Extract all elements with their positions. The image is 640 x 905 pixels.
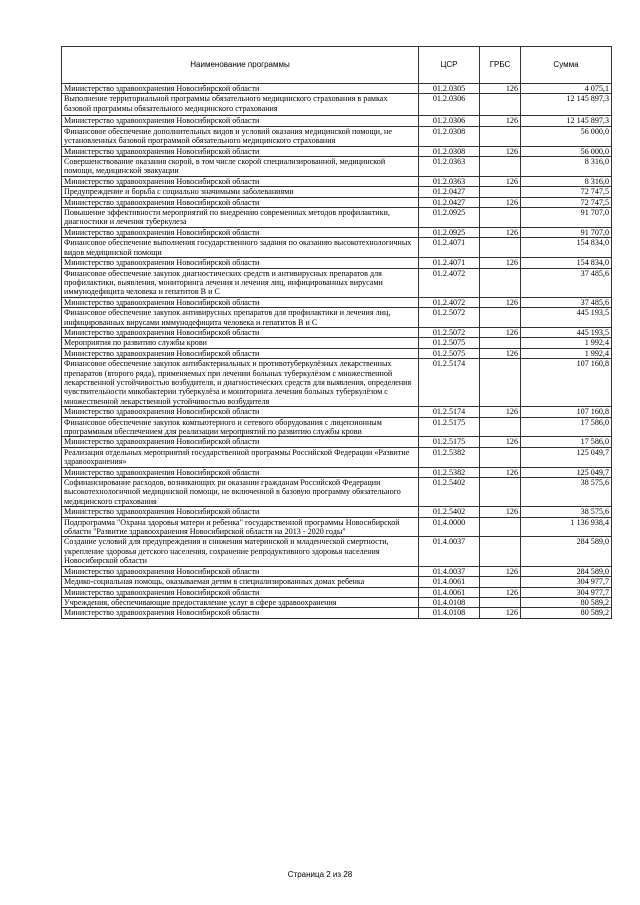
cell-program-name: Министерство здравоохранения Новосибирской области (62, 467, 419, 477)
table-row (62, 238, 612, 258)
cell-csr: 01.2.5382 (419, 447, 480, 467)
table-row (62, 437, 612, 447)
cell-program-name: Министерство здравоохранения Новосибирской области (62, 407, 419, 417)
cell-grbs: 126 (480, 116, 521, 126)
cell-program-name: Министерство здравоохранения Новосибирской области (62, 146, 419, 156)
table-row (62, 587, 612, 597)
cell-csr: 01.2.0363 (419, 157, 480, 177)
cell-program-name: Финансовое обеспечение закупок антивирусных препаратов для профилактики и лечения лиц, инфицированных вирусами иммунодефицита человека и гепатитов В и С (62, 308, 419, 328)
cell-sum: 1 992,4 (521, 348, 612, 358)
cell-program-name: Министерство здравоохранения Новосибирской области (62, 258, 419, 268)
table-row (62, 187, 612, 197)
cell-grbs: 126 (480, 608, 521, 618)
table-row (62, 338, 612, 348)
cell-csr: 01.2.4071 (419, 238, 480, 258)
cell-program-name: Реализация отдельных мероприятий государственной программы Российской Федерации «Развитие здравоохранения» (62, 447, 419, 467)
table-row (62, 227, 612, 237)
cell-program-name: Финансовое обеспечение выполнения государственного задания по оказанию высокотехнологичных видов медицинской помощи (62, 238, 419, 258)
cell-grbs: 126 (480, 437, 521, 447)
cell-grbs (480, 308, 521, 328)
budget-table (61, 46, 612, 619)
cell-sum: 284 589,0 (521, 566, 612, 576)
table-row (62, 84, 612, 94)
cell-grbs: 126 (480, 507, 521, 517)
cell-sum: 8 316,0 (521, 157, 612, 177)
table-row (62, 327, 612, 337)
table-row (62, 507, 612, 517)
cell-sum: 107 160,8 (521, 407, 612, 417)
table-row (62, 258, 612, 268)
cell-grbs (480, 537, 521, 566)
page-number: Страница 2 из 28 (287, 870, 353, 879)
cell-csr: 01.2.4072 (419, 297, 480, 307)
cell-sum: 56 000,0 (521, 126, 612, 146)
cell-grbs: 126 (480, 467, 521, 477)
table-row (62, 308, 612, 328)
cell-grbs (480, 157, 521, 177)
cell-sum: 37 485,6 (521, 268, 612, 297)
cell-grbs (480, 447, 521, 467)
cell-sum: 304 977,7 (521, 577, 612, 587)
cell-csr: 01.2.0427 (419, 187, 480, 197)
cell-grbs (480, 238, 521, 258)
cell-sum: 125 049,7 (521, 467, 612, 477)
table-row (62, 297, 612, 307)
table-row (62, 577, 612, 587)
cell-sum: 56 000,0 (521, 146, 612, 156)
cell-sum: 154 834,0 (521, 238, 612, 258)
table-row (62, 126, 612, 146)
cell-sum: 80 589,2 (521, 608, 612, 618)
cell-grbs: 126 (480, 227, 521, 237)
cell-grbs: 126 (480, 176, 521, 186)
cell-csr: 01.4.0037 (419, 566, 480, 576)
cell-csr: 01.2.5382 (419, 467, 480, 477)
cell-program-name: Выполнение территориальной программы обязательного медицинского страхования в рамках базовой программы обязательного медицинского страхования (62, 94, 419, 116)
cell-program-name: Министерство здравоохранения Новосибирской области (62, 297, 419, 307)
cell-sum: 284 589,0 (521, 537, 612, 566)
cell-grbs: 126 (480, 197, 521, 207)
table-row (62, 94, 612, 116)
cell-csr: 01.2.0427 (419, 197, 480, 207)
cell-grbs: 126 (480, 348, 521, 358)
cell-grbs: 126 (480, 146, 521, 156)
cell-sum: 125 049,7 (521, 447, 612, 467)
cell-grbs (480, 208, 521, 228)
cell-sum: 445 193,5 (521, 327, 612, 337)
cell-sum: 91 707,0 (521, 227, 612, 237)
table-row (62, 597, 612, 607)
table-row (62, 197, 612, 207)
cell-program-name: Повышение эффективности мероприятий по внедрению современных методов профилактики, диагностики и лечения туберкулеза (62, 208, 419, 228)
cell-grbs: 126 (480, 566, 521, 576)
cell-sum: 4 075,1 (521, 84, 612, 94)
cell-program-name: Финансовое обеспечение закупок диагностических средств и антивирусных препаратов для профилактики, выявления, мониторинга лечения и лечения лиц, инфицированных вирусами иммунодефицита человека и гепатитов В и С (62, 268, 419, 297)
cell-program-name: Министерство здравоохранения Новосибирской области (62, 608, 419, 618)
cell-grbs: 126 (480, 84, 521, 94)
cell-sum: 72 747,5 (521, 197, 612, 207)
cell-program-name: Министерство здравоохранения Новосибирской области (62, 348, 419, 358)
table-row (62, 176, 612, 186)
cell-sum: 1 136 938,4 (521, 517, 612, 537)
cell-program-name: Подпрограмма "Охрана здоровья матери и ребенка" государственной программы Новосибирской области "Развитие здравоохранения Новосибирской области на 2013 - 2020 годы" (62, 517, 419, 537)
table-row (62, 517, 612, 537)
table-row (62, 157, 612, 177)
cell-program-name: Финансовое обеспечение закупок компьютерного и сетевого оборудования с лицензионным программным обеспечением для реализации мероприятий по развитию службы крови (62, 417, 419, 437)
header-sum: Сумма (521, 47, 612, 84)
cell-program-name: Софинансирование расходов, возникающих ри оказании гражданам Российской Федерации высокотехнологичной медицинской помощи, не включенной в базовую программу обязательного медицинского страхования (62, 478, 419, 507)
cell-csr: 01.2.5072 (419, 327, 480, 337)
cell-csr: 01.2.5075 (419, 348, 480, 358)
cell-sum: 12 145 897,3 (521, 94, 612, 116)
cell-program-name: Министерство здравоохранения Новосибирской области (62, 197, 419, 207)
cell-csr: 01.2.5075 (419, 338, 480, 348)
cell-program-name: Министерство здравоохранения Новосибирской области (62, 116, 419, 126)
cell-sum: 17 586,0 (521, 417, 612, 437)
cell-program-name: Министерство здравоохранения Новосибирской области (62, 507, 419, 517)
cell-grbs: 126 (480, 407, 521, 417)
cell-program-name: Создание условий для предупреждения и снижения материнской и младенческой смертности, укрепление здоровья детского населения, сохранение репродуктивного здоровья населения Новосибирской области (62, 537, 419, 566)
cell-program-name: Министерство здравоохранения Новосибирской области (62, 566, 419, 576)
cell-program-name: Мероприятия по развитию службы крови (62, 338, 419, 348)
cell-program-name: Медико-социальная помощь, оказываемая детям в специализированных домах ребенка (62, 577, 419, 587)
cell-grbs (480, 359, 521, 407)
cell-program-name: Министерство здравоохранения Новосибирской области (62, 437, 419, 447)
cell-grbs (480, 94, 521, 116)
table-row (62, 116, 612, 126)
cell-csr: 01.2.0306 (419, 116, 480, 126)
table-row (62, 407, 612, 417)
cell-grbs: 126 (480, 587, 521, 597)
cell-csr: 01.2.5175 (419, 437, 480, 447)
cell-program-name: Министерство здравоохранения Новосибирской области (62, 84, 419, 94)
cell-program-name: Министерство здравоохранения Новосибирской области (62, 327, 419, 337)
cell-sum: 107 160,8 (521, 359, 612, 407)
cell-csr: 01.2.0306 (419, 94, 480, 116)
cell-sum: 38 575,6 (521, 478, 612, 507)
header-program-name: Наименование программы (62, 47, 419, 84)
table-row (62, 417, 612, 437)
table-row (62, 566, 612, 576)
table-row (62, 608, 612, 618)
cell-program-name: Министерство здравоохранения Новосибирской области (62, 587, 419, 597)
cell-csr: 01.4.0061 (419, 577, 480, 587)
cell-csr: 01.2.0363 (419, 176, 480, 186)
cell-csr: 01.4.0108 (419, 597, 480, 607)
cell-csr: 01.2.0308 (419, 146, 480, 156)
table-row (62, 348, 612, 358)
cell-csr: 01.2.0925 (419, 208, 480, 228)
cell-program-name: Предупреждение и борьба с социально значимыми заболеваниями (62, 187, 419, 197)
cell-sum: 91 707,0 (521, 208, 612, 228)
cell-grbs (480, 517, 521, 537)
cell-csr: 01.2.5175 (419, 417, 480, 437)
cell-csr: 01.2.4071 (419, 258, 480, 268)
table-row (62, 146, 612, 156)
table-row (62, 478, 612, 507)
cell-grbs: 126 (480, 297, 521, 307)
cell-csr: 01.2.0305 (419, 84, 480, 94)
table-row (62, 447, 612, 467)
cell-sum: 38 575,6 (521, 507, 612, 517)
table-body (62, 84, 612, 619)
cell-grbs (480, 268, 521, 297)
cell-program-name: Финансовое обеспечение дополнительных видов и условий оказания медицинской помощи, не установленных базовой программой обязательного медицинского страхования (62, 126, 419, 146)
header-grbs: ГРБС (480, 47, 521, 84)
cell-program-name: Учреждения, обеспечивающие предоставление услуг в сфере здравоохранения (62, 597, 419, 607)
cell-grbs (480, 338, 521, 348)
cell-sum: 12 145 897,3 (521, 116, 612, 126)
cell-program-name: Министерство здравоохранения Новосибирской области (62, 227, 419, 237)
table-row (62, 359, 612, 407)
cell-csr: 01.4.0108 (419, 608, 480, 618)
cell-csr: 01.2.5402 (419, 507, 480, 517)
cell-sum: 154 834,0 (521, 258, 612, 268)
cell-sum: 445 193,5 (521, 308, 612, 328)
cell-csr: 01.2.5174 (419, 359, 480, 407)
cell-csr: 01.2.5174 (419, 407, 480, 417)
cell-csr: 01.4.0037 (419, 537, 480, 566)
cell-csr: 01.2.4072 (419, 268, 480, 297)
cell-grbs (480, 417, 521, 437)
cell-grbs: 126 (480, 258, 521, 268)
cell-sum: 37 485,6 (521, 297, 612, 307)
cell-grbs (480, 597, 521, 607)
cell-program-name: Совершенствование оказания скорой, в том числе скорой специализированной, медицинской помощи, медицинской эвакуации (62, 157, 419, 177)
cell-csr: 01.2.0308 (419, 126, 480, 146)
cell-grbs: 126 (480, 327, 521, 337)
table-row (62, 537, 612, 566)
cell-grbs (480, 126, 521, 146)
header-csr: ЦСР (419, 47, 480, 84)
cell-csr: 01.2.5072 (419, 308, 480, 328)
cell-grbs (480, 577, 521, 587)
cell-sum: 17 586,0 (521, 437, 612, 447)
cell-csr: 01.4.0061 (419, 587, 480, 597)
cell-program-name: Финансовое обеспечение закупок антибактериальных и противотуберкулёзных лекарственных препаратов (второго ряда), применяемых при лечении больных туберкулёзом с множественной лекарственной устойчивостью возбудителя, и диагностических средств для выявления, определения чувствительности микобактерии туберкулёза и мониторинга лечения больных туберкулёзом с множественной лекарственной устойчивостью возбудителя (62, 359, 419, 407)
cell-csr: 01.2.0925 (419, 227, 480, 237)
table-row (62, 268, 612, 297)
cell-sum: 8 316,0 (521, 176, 612, 186)
table-header (62, 47, 612, 84)
cell-grbs (480, 478, 521, 507)
cell-sum: 1 992,4 (521, 338, 612, 348)
cell-program-name: Министерство здравоохранения Новосибирской области (62, 176, 419, 186)
table-row (62, 208, 612, 228)
cell-sum: 304 977,7 (521, 587, 612, 597)
cell-sum: 72 747,5 (521, 187, 612, 197)
table-row (62, 467, 612, 477)
cell-csr: 01.4.0000 (419, 517, 480, 537)
cell-grbs (480, 187, 521, 197)
cell-csr: 01.2.5402 (419, 478, 480, 507)
cell-sum: 80 589,2 (521, 597, 612, 607)
